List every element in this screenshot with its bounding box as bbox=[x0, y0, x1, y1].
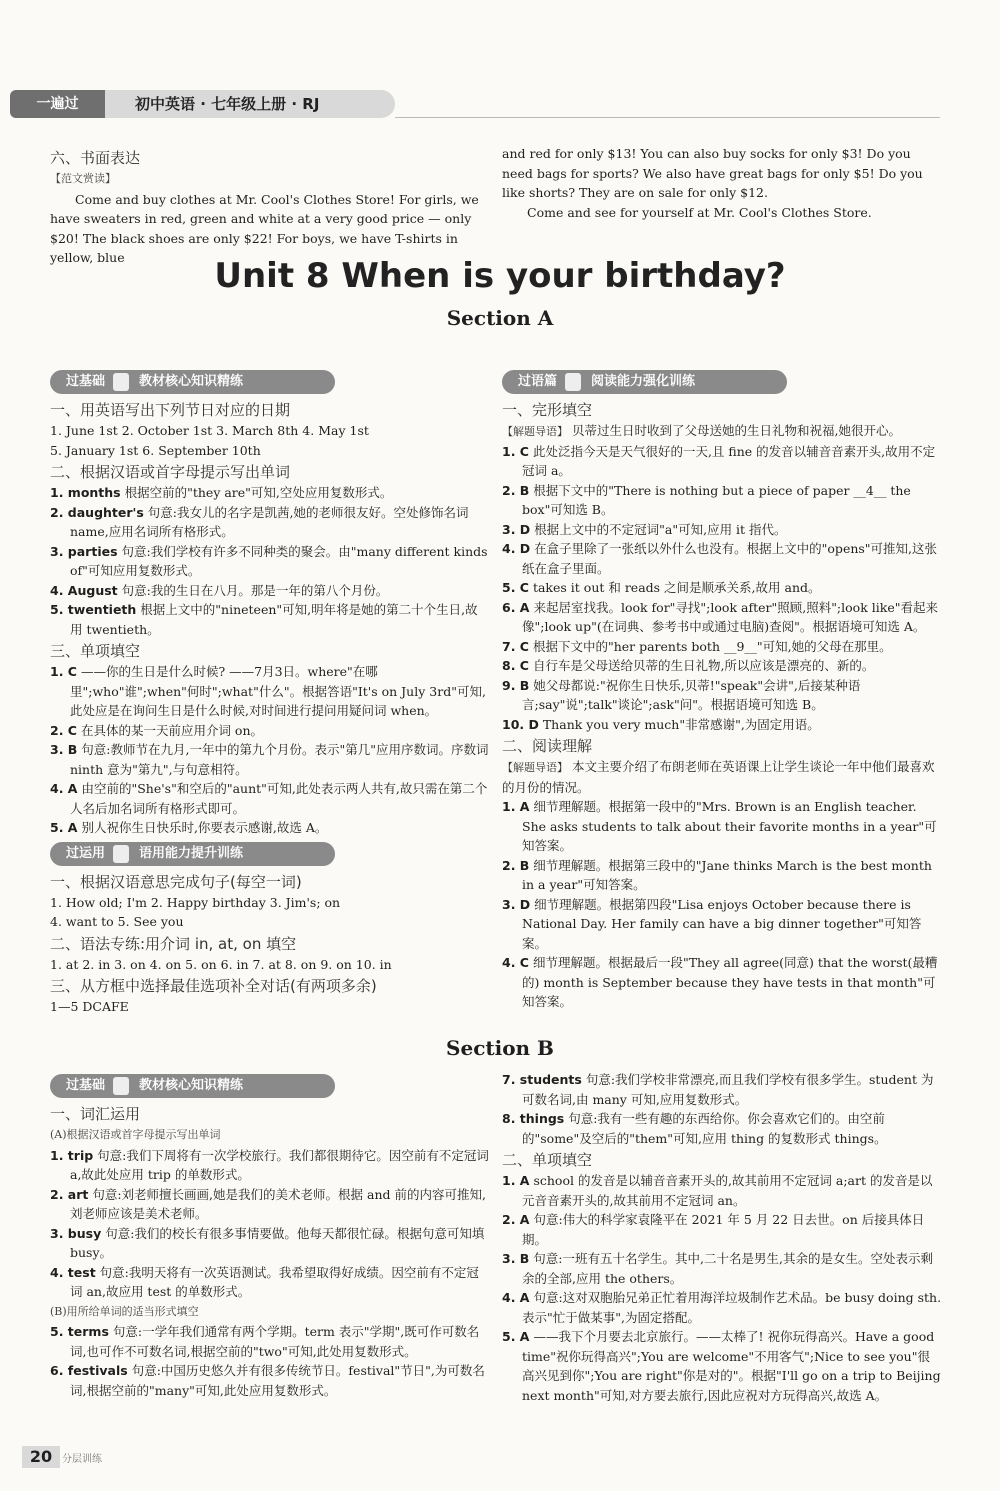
answer-key: 6. festivals bbox=[50, 1363, 128, 1378]
ar-h2: 二、阅读理解 bbox=[502, 737, 593, 755]
essay-heading: 六、书面表达 bbox=[50, 149, 141, 167]
essay-text-right: and red for only $13! You can also buy socks for only $3! Do you need bags for sports? We also have great bags for only $5! Do you like shorts? They are on sale for only $12. bbox=[502, 146, 923, 200]
u-h1-line2: 4. want to 5. See you bbox=[50, 914, 184, 929]
answer-explanation: takes it out 和 reads 之间是顺承关系,故用 and。 bbox=[528, 580, 821, 595]
answer-explanation: 根据上文中的"nineteen"可知,明年将是她的第二十个生日,故用 twentieth。 bbox=[70, 602, 478, 637]
chart-icon bbox=[113, 845, 129, 863]
answer-explanation: 细节理解题。根据第四段"Lisa enjoys October because there is National Day. Her family can have a big dinner together"可知答案。 bbox=[522, 896, 922, 951]
answer-item bbox=[502, 442, 942, 481]
u-h3-line1: 1—5 DCAFE bbox=[50, 999, 129, 1014]
answer-item bbox=[502, 656, 942, 676]
answer-item bbox=[502, 953, 942, 1012]
answer-explanation: 根据下文中的"There is nothing but a piece of paper __4__ the box"可知选 B。 bbox=[522, 482, 911, 517]
answer-explanation: 由空前的"She's"和空后的"aunt"可知,此处表示两人共有,故只需在第二个人名后加名词所有格形式即可。 bbox=[70, 781, 488, 816]
answer-explanation: 句意:我女儿的名字是凯茜,她的老师很友好。空处修饰名词 name,应用名词所有格形式。 bbox=[70, 504, 469, 539]
answer-item bbox=[50, 662, 490, 721]
answer-item bbox=[502, 1070, 942, 1109]
answer-key: 3. D bbox=[502, 521, 531, 537]
single-choice-answers bbox=[502, 1171, 942, 1405]
answer-key: 1. months bbox=[50, 485, 121, 500]
answer-key: 3. parties bbox=[50, 543, 118, 559]
a-h1: 一、用英语写出下列节日对应的日期 bbox=[50, 401, 291, 419]
answer-item bbox=[50, 1185, 490, 1224]
b-sub-a: (A)根据汉语或首字母提示写出单词 bbox=[50, 1128, 221, 1141]
answer-explanation: ——我下个月要去北京旅行。——太棒了! 祝你玩得高兴。Have a good time"祝你玩得高兴";You are welcome"不用客气";Nice to see you"很高兴见到你";You are right"你是对的"。根据"I'll go on a trip to Beijing next month"可知,对方要去旅行,因此应祝对方玩得高兴,故选 A。 bbox=[522, 1329, 941, 1403]
answer-item bbox=[50, 779, 490, 818]
answer-item bbox=[502, 895, 942, 954]
a-h3-list bbox=[50, 662, 490, 838]
answer-key: 1. C bbox=[50, 664, 77, 679]
answer-explanation: 在具体的某一天前应用介词 on。 bbox=[76, 722, 264, 738]
answer-key: 5. A bbox=[502, 1329, 530, 1344]
section-a-title: Section A bbox=[446, 306, 554, 330]
answer-key: 8. C bbox=[502, 658, 529, 673]
guide-2: 【解题导语】 本文主要介绍了布朗老师在英语课上让学生谈论一年中他们最喜欢的月份的情况。 bbox=[502, 759, 935, 795]
answer-item bbox=[50, 542, 490, 581]
answer-item bbox=[502, 520, 942, 540]
answer-item bbox=[50, 818, 490, 838]
page-number: 20 bbox=[22, 1446, 60, 1468]
u-h3: 三、从方框中选择最佳选项补全对话(有两项多余) bbox=[50, 977, 377, 995]
answer-explanation: 句意:这对双胞胎兄弟正忙着用海洋垃圾制作艺术品。be busy doing sth. 表示"忙于做某事",为固定搭配。 bbox=[522, 1290, 942, 1325]
answer-explanation: Thank you very much"非常感谢",为固定用语。 bbox=[538, 716, 820, 732]
answer-key: 2. C bbox=[50, 722, 77, 738]
answer-explanation: 句意:刘老师擅长画画,她是我们的美术老师。根据 and 前的内容可推知,刘老师应该是美术老师。 bbox=[70, 1186, 486, 1221]
answer-item bbox=[502, 1210, 942, 1249]
book-icon bbox=[113, 1077, 129, 1095]
answer-explanation: 根据上文中的不定冠词"a"可知,应用 it 指代。 bbox=[530, 521, 787, 537]
answer-item bbox=[50, 1361, 490, 1400]
page-footer bbox=[22, 1446, 202, 1470]
answer-explanation: 句意:我们学校非常漂亮,而且我们学校有很多学生。student 为可数名词,由 many 可知,应用复数形式。 bbox=[522, 1072, 934, 1107]
answer-explanation: 句意:我的生日在八月。那是一年的第八个月份。 bbox=[117, 582, 389, 598]
answer-explanation: 细节理解题。根据最后一段"They all agree(同意) that the worst(最糟的) month is September because they have tests in that month"可知答案。 bbox=[522, 955, 938, 1009]
a-h2: 二、根据汉语或首字母提示写出单词 bbox=[50, 463, 291, 481]
answer-key: 8. things bbox=[502, 1111, 565, 1126]
answer-item bbox=[502, 539, 942, 578]
essay-right bbox=[502, 144, 942, 222]
answer-key: 5. A bbox=[50, 820, 78, 835]
pill-use: 过运用 语用能力提升训练 bbox=[50, 842, 335, 866]
answer-key: 10. D bbox=[502, 716, 539, 732]
essay-text-left: Come and buy clothes at Mr. Cool's Clothes Store! For girls, we have sweaters in red, green and white at a very good price — only $20! The black shoes are only $22! For boys, we have T-shirts in yellow, blue bbox=[50, 191, 479, 265]
answer-key: 1. trip bbox=[50, 1147, 94, 1163]
answer-explanation: 根据下文中的"her parents both __9__"可知,她的父母在那里。 bbox=[528, 638, 892, 654]
u-h1-line1: 1. How old; I'm 2. Happy birthday 3. Jim's; on bbox=[50, 894, 341, 910]
answer-key: 4. C bbox=[502, 955, 529, 970]
answer-key: 2. daughter's bbox=[50, 504, 144, 520]
unit-title: Unit 8 When is your birthday? bbox=[214, 256, 786, 296]
answer-item bbox=[50, 1146, 490, 1185]
essay-tag: 【范文赏读】 bbox=[50, 172, 116, 185]
answer-item bbox=[50, 1263, 490, 1302]
answer-item bbox=[502, 598, 942, 637]
answer-key: 4. August bbox=[50, 582, 118, 598]
pill-read: 过语篇 阅读能力强化训练 bbox=[502, 370, 787, 394]
answer-explanation: 在盒子里除了一张纸以外什么也没有。根据上文中的"opens"可推知,这张纸在盒子里面。 bbox=[522, 541, 938, 576]
answer-explanation: 她父母都说:"祝你生日快乐,贝蒂!"speak"会讲",后接某种语言;say"说";talk"谈论";ask"问"。根据语境可知选 B。 bbox=[522, 677, 861, 712]
answer-key: 2. A bbox=[502, 1212, 530, 1227]
answer-item bbox=[502, 856, 942, 895]
answer-key: 4. test bbox=[50, 1264, 96, 1280]
header-rule bbox=[395, 117, 940, 118]
answer-explanation: 此处泛指今天是天气很好的一天,且 fine 的发音以辅音音素开头,故用不定冠词 a。 bbox=[522, 443, 936, 478]
u-h2: 二、语法专练:用介词 in, at, on 填空 bbox=[50, 934, 297, 953]
essay-closing: Come and see for yourself at Mr. Cool's Clothes Store. bbox=[527, 204, 872, 220]
answer-explanation: 句意:伟大的科学家袁隆平在 2021 年 5 月 22 日去世。on 后接具体日期。 bbox=[522, 1212, 925, 1247]
u-h2-line1: 1. at 2. in 3. on 4. on 5. on 6. in 7. at 8. on 9. on 10. in bbox=[50, 956, 392, 972]
essay-left bbox=[50, 146, 490, 268]
a-h1-line1: 1. June 1st 2. October 1st 3. March 8th 4. May 1st bbox=[50, 423, 369, 438]
answer-item bbox=[50, 600, 490, 639]
footer-label: 分层训练 bbox=[62, 1454, 102, 1465]
answer-key: 1. C bbox=[502, 443, 529, 459]
answer-explanation: 句意:一学年我们通常有两个学期。term 表示"学期",既可作可数名词,也可作不可数名词,根据空前的"two"可知,此处用复数形式。 bbox=[70, 1324, 480, 1359]
answer-explanation: 自行车是父母送给贝蒂的生日礼物,所以应该是漂亮的、新的。 bbox=[528, 658, 875, 673]
answer-item bbox=[502, 676, 942, 715]
a-h3: 三、单项填空 bbox=[50, 642, 141, 660]
answer-explanation: 根据空前的"they are"可知,空处应用复数形式。 bbox=[120, 485, 393, 500]
answer-item bbox=[50, 1322, 490, 1361]
answer-item bbox=[50, 1224, 490, 1263]
answer-key: 2. art bbox=[50, 1186, 89, 1202]
answer-key: 2. B bbox=[502, 857, 530, 873]
answer-item bbox=[502, 1327, 942, 1405]
answer-explanation: 别人祝你生日快乐时,你要表示感谢,故选 A。 bbox=[77, 820, 328, 835]
answer-item bbox=[50, 503, 490, 542]
pill-basic-b: 过基础 教材核心知识精练 bbox=[50, 1074, 335, 1098]
answer-key: 4. A bbox=[502, 1290, 530, 1305]
answer-explanation: 句意:我们学校有许多不同种类的聚会。由"many different kinds of"可知应用复数形式。 bbox=[70, 543, 488, 578]
a-h2-list bbox=[50, 483, 490, 639]
answer-key: 5. twentieth bbox=[50, 602, 137, 617]
answer-key: 3. B bbox=[50, 742, 78, 757]
answer-explanation: 句意:一班有五十名学生。其中,二十名是男生,其余的是女生。空处表示剩余的全部,应用 the others。 bbox=[522, 1251, 933, 1286]
answer-item bbox=[502, 637, 942, 657]
answer-explanation: 句意:中国历史悠久并有很多传统节日。festival"节日",为可数名词,根据空前的"many"可知,此处应用复数形式。 bbox=[70, 1363, 485, 1398]
section-b-left bbox=[50, 1070, 490, 1400]
answer-item bbox=[502, 1249, 942, 1288]
answer-explanation: 来起居室找我。look for"寻找";look after"照顾,照料";look like"看起来像";look up"(在词典、参考书中或通过电脑)查阅"。根据语境可知选 A。 bbox=[522, 599, 938, 634]
answer-key: 4. D bbox=[502, 541, 531, 556]
answer-key: 3. B bbox=[502, 1251, 530, 1266]
u-h1: 一、根据汉语意思完成句子(每空一词) bbox=[50, 872, 302, 891]
answer-item bbox=[502, 797, 942, 856]
book-title: 初中英语 · 七年级上册 · RJ bbox=[105, 90, 395, 118]
cloze-answers bbox=[502, 442, 942, 735]
book-icon bbox=[113, 373, 129, 391]
section-b-right bbox=[502, 1070, 942, 1405]
answer-item bbox=[502, 578, 942, 598]
answer-explanation: 句意:我有一些有趣的东西给你。你会喜欢它们的。由空前的"some"及空后的"them"可知,应用 thing 的复数形式 things。 bbox=[522, 1111, 887, 1146]
open-book-icon bbox=[565, 373, 581, 391]
answer-key: 5. terms bbox=[50, 1324, 109, 1339]
br-h2: 二、单项填空 bbox=[502, 1151, 593, 1169]
section-a-right bbox=[502, 366, 942, 1012]
answer-key: 4. A bbox=[50, 781, 78, 796]
answer-explanation: 句意:我们下周将有一次学校旅行。我们都很期待它。因空前有不定冠词 a,故此处应用 trip 的单数形式。 bbox=[70, 1147, 489, 1182]
answer-item bbox=[50, 483, 490, 503]
page-header bbox=[10, 84, 940, 122]
answer-explanation: 句意:我们的校长有很多事情要做。他每天都很忙碌。根据句意可知填 busy。 bbox=[70, 1225, 485, 1260]
answer-key: 7. students bbox=[502, 1072, 582, 1087]
b-h1: 一、词汇运用 bbox=[50, 1105, 141, 1123]
answer-explanation: 句意:我明天将有一次英语测试。我希望取得好成绩。因空前有不定冠词 an,故应用 test 的单数形式。 bbox=[70, 1264, 479, 1299]
answer-key: 9. B bbox=[502, 677, 530, 693]
pill-basic: 过基础 教材核心知识精练 bbox=[50, 370, 335, 394]
answer-explanation: school 的发音是以辅音音素开头的,故其前用不定冠词 a;art 的发音是以元音音素开头的,故其前用不定冠词 an。 bbox=[522, 1173, 933, 1208]
section-a-left bbox=[50, 366, 490, 1017]
answer-key: 7. C bbox=[502, 638, 529, 654]
answer-item bbox=[502, 1288, 942, 1327]
answer-key: 1. A bbox=[502, 1173, 530, 1188]
answer-item bbox=[50, 721, 490, 741]
answer-item bbox=[50, 581, 490, 601]
answer-item bbox=[502, 1109, 942, 1148]
answer-key: 1. A bbox=[502, 799, 530, 814]
answer-key: 6. A bbox=[502, 599, 530, 615]
ar-h1: 一、完形填空 bbox=[502, 401, 593, 419]
answer-explanation: 细节理解题。根据第三段中的"Jane thinks March is the best month in a year"可知答案。 bbox=[522, 857, 932, 892]
answer-item bbox=[502, 1171, 942, 1210]
answer-item bbox=[50, 740, 490, 779]
section-b-title: Section B bbox=[446, 1036, 554, 1060]
answer-explanation: 句意:教师节在九月,一年中的第九个月份。表示"第几"应用序数词。序数词 ninth 意为"第九",与句意相符。 bbox=[70, 742, 489, 777]
answer-key: 3. busy bbox=[50, 1225, 102, 1241]
guide-1: 【解题导语】 贝蒂过生日时收到了父母送她的生日礼物和祝福,她很开心。 bbox=[502, 423, 901, 438]
vocab-b-answers-cont bbox=[502, 1070, 942, 1148]
answer-key: 2. B bbox=[502, 482, 530, 498]
vocab-a-answers bbox=[50, 1146, 490, 1302]
reading-answers bbox=[502, 797, 942, 1012]
vocab-b-answers bbox=[50, 1322, 490, 1400]
answer-explanation: ——你的生日是什么时候? ——7月3日。where"在哪里";who"谁";when"何时";what"什么"。根据答语"It's on July 3rd"可知,此处应是在询问生日是什么时候,对时间进行提问用疑问词 when。 bbox=[70, 664, 486, 718]
answer-item bbox=[502, 481, 942, 520]
brand-logo: 一遍过 bbox=[10, 90, 105, 118]
answer-key: 5. C bbox=[502, 580, 529, 595]
answer-item bbox=[502, 715, 942, 735]
b-sub-b: (B)用所给单词的适当形式填空 bbox=[50, 1304, 199, 1318]
answer-explanation: 细节理解题。根据第一段中的"Mrs. Brown is an English teacher. She asks students to talk about their favorite months in a year"可知答案。 bbox=[522, 799, 937, 853]
answer-key: 3. D bbox=[502, 896, 531, 912]
a-h1-line2: 5. January 1st 6. September 10th bbox=[50, 442, 261, 458]
